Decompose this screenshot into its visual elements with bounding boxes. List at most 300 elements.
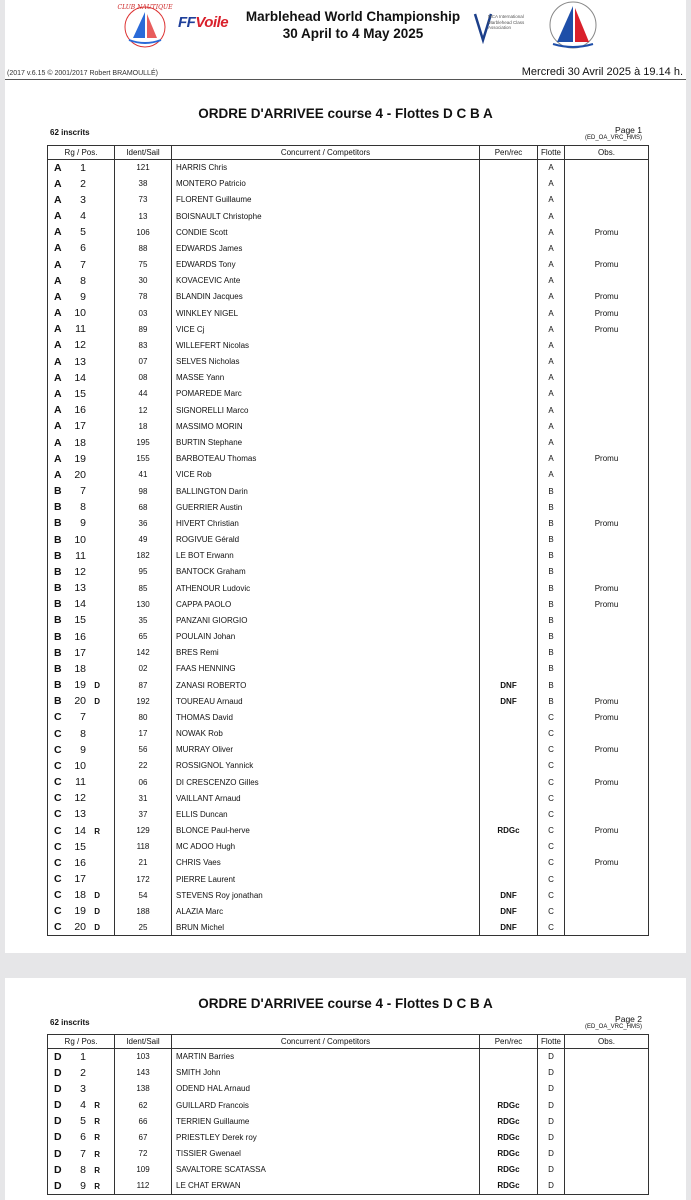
- position: 7: [80, 485, 86, 498]
- fleet: A: [538, 434, 565, 450]
- rank-cell: [48, 1178, 115, 1194]
- fleet: C: [538, 726, 565, 742]
- page-title: ORDRE D'ARRIVEE course 4 - Flottes D C B A: [198, 106, 493, 121]
- position: 20: [74, 468, 86, 481]
- table-row: [48, 661, 649, 677]
- rank-cell: [48, 434, 115, 450]
- observation: [565, 160, 649, 176]
- rank-cell: [48, 354, 115, 370]
- observation: [565, 887, 649, 903]
- competitor-name: ODEND HAL Arnaud: [172, 1081, 480, 1097]
- penalty: [480, 871, 538, 887]
- table-row: [48, 273, 649, 289]
- competitor-name: KOVACEVIC Ante: [172, 273, 480, 289]
- page-number: Page 2: [615, 1014, 642, 1024]
- position: 16: [74, 630, 86, 643]
- position: 14: [74, 371, 86, 384]
- rank-cell: [48, 774, 115, 790]
- sail-number: 98: [115, 483, 172, 499]
- fleet-letter: A: [54, 420, 62, 433]
- position: 12: [74, 565, 86, 578]
- fleet: C: [538, 903, 565, 919]
- rank-cell: [48, 903, 115, 919]
- sail-number: 35: [115, 612, 172, 628]
- table-row: [48, 596, 649, 612]
- penalty: RDGc: [480, 1113, 538, 1129]
- competitor-name: BALLINGTON Darin: [172, 483, 480, 499]
- sail-number: 65: [115, 628, 172, 644]
- table-header-row: [48, 1035, 649, 1049]
- position: 15: [74, 614, 86, 627]
- table-row: [48, 628, 649, 644]
- competitor-name: BARBOTEAU Thomas: [172, 451, 480, 467]
- sail-number: 22: [115, 758, 172, 774]
- table-row: [48, 531, 649, 547]
- competitor-name: ZANASI ROBERTO: [172, 677, 480, 693]
- col-header-sail: Ident/Sail: [115, 146, 172, 160]
- observation: Promu: [565, 580, 649, 596]
- fleet: D: [538, 1081, 565, 1097]
- penalty: RDGc: [480, 1097, 538, 1113]
- observation: [565, 483, 649, 499]
- position: 6: [80, 1131, 86, 1144]
- position: 18: [74, 662, 86, 675]
- observation: [565, 758, 649, 774]
- status-flag: R: [94, 1101, 100, 1111]
- sail-number: 88: [115, 240, 172, 256]
- fleet-letter: A: [54, 339, 62, 352]
- position: 2: [80, 177, 86, 190]
- sail-number: 41: [115, 467, 172, 483]
- status-flag: D: [94, 697, 100, 707]
- fleet-letter: C: [54, 727, 62, 740]
- rank-cell: [48, 337, 115, 353]
- rank-cell: [48, 240, 115, 256]
- position: 5: [80, 1115, 86, 1128]
- penalty: [480, 564, 538, 580]
- position: 20: [74, 921, 86, 934]
- observation: [565, 645, 649, 661]
- position: 11: [75, 549, 86, 562]
- rank-cell: [48, 483, 115, 499]
- rank-cell: [48, 709, 115, 725]
- rank-cell: [48, 321, 115, 337]
- rank-cell: [48, 467, 115, 483]
- observation: [565, 434, 649, 450]
- fleet: C: [538, 806, 565, 822]
- fleet: B: [538, 677, 565, 693]
- position: 7: [80, 711, 86, 724]
- report-code: (ED_OA_VRC_HMS): [584, 135, 642, 141]
- status-flag: R: [94, 1133, 100, 1143]
- fleet-letter: B: [54, 695, 62, 708]
- rank-cell: [48, 871, 115, 887]
- table-row: [48, 499, 649, 515]
- competitor-name: FLORENT Guillaume: [172, 192, 480, 208]
- rank-cell: [48, 564, 115, 580]
- competitor-name: SAVALTORE SCATASSA: [172, 1162, 480, 1178]
- rank-cell: [48, 855, 115, 871]
- page-header: [5, 0, 686, 80]
- position: 1: [80, 1050, 86, 1063]
- penalty: [480, 402, 538, 418]
- fleet-letter: A: [54, 177, 62, 190]
- rank-cell: [48, 693, 115, 709]
- sail-number: 13: [115, 208, 172, 224]
- fleet-letter: C: [54, 889, 62, 902]
- sail-number: 89: [115, 321, 172, 337]
- table-row: [48, 742, 649, 758]
- fleet: A: [538, 354, 565, 370]
- fleet-letter: C: [54, 711, 62, 724]
- observation: [565, 903, 649, 919]
- rank-cell: [48, 1162, 115, 1178]
- penalty: [480, 580, 538, 596]
- position: 5: [80, 226, 86, 239]
- competitor-name: MASSIMO MORIN: [172, 418, 480, 434]
- table-row: [48, 1178, 649, 1194]
- fleet: A: [538, 289, 565, 305]
- club-logo-text: CLUB NAUTIQUE: [117, 4, 173, 11]
- fleet: C: [538, 790, 565, 806]
- competitor-name: ALAZIA Marc: [172, 903, 480, 919]
- fleet-letter: B: [54, 598, 62, 611]
- penalty: [480, 726, 538, 742]
- competitor-name: NOWAK Rob: [172, 726, 480, 742]
- result-sheet-page-2: [5, 978, 686, 1200]
- sail-number: 130: [115, 596, 172, 612]
- penalty: [480, 337, 538, 353]
- observation: Promu: [565, 305, 649, 321]
- position: 16: [74, 856, 86, 869]
- table-row: [48, 257, 649, 273]
- fleet: C: [538, 758, 565, 774]
- table-row: [48, 887, 649, 903]
- table-row: [48, 305, 649, 321]
- rank-cell: [48, 645, 115, 661]
- observation: [565, 1146, 649, 1162]
- penalty: [480, 370, 538, 386]
- status-flag: R: [94, 1181, 100, 1191]
- observation: [565, 806, 649, 822]
- col-header-penalty: Pen/rec: [480, 1035, 538, 1049]
- penalty: [480, 596, 538, 612]
- results-body-page-2: [48, 1049, 649, 1195]
- competitor-name: GUERRIER Austin: [172, 499, 480, 515]
- fleet: B: [538, 564, 565, 580]
- penalty: [480, 742, 538, 758]
- fleet-letter: A: [54, 355, 62, 368]
- table-row: [48, 370, 649, 386]
- fleet-letter: A: [54, 210, 62, 223]
- table-row: [48, 823, 649, 839]
- observation: Promu: [565, 709, 649, 725]
- rank-cell: [48, 920, 115, 936]
- observation: [565, 612, 649, 628]
- competitor-name: BLONCE Paul-herve: [172, 823, 480, 839]
- championship-name: Marblehead World Championship: [245, 9, 461, 24]
- observation: Promu: [565, 224, 649, 240]
- rank-cell: [48, 531, 115, 547]
- observation: [565, 1178, 649, 1194]
- observation: [565, 240, 649, 256]
- position: 11: [75, 323, 86, 336]
- penalty: RDGc: [480, 1178, 538, 1194]
- sail-number: 66: [115, 1113, 172, 1129]
- fleet-letter: A: [54, 436, 62, 449]
- fleet: B: [538, 499, 565, 515]
- position: 13: [74, 808, 86, 821]
- col-header-obs: Obs.: [565, 1035, 649, 1049]
- fleet: C: [538, 839, 565, 855]
- sail-number: 103: [115, 1049, 172, 1065]
- observation: [565, 871, 649, 887]
- fleet: D: [538, 1162, 565, 1178]
- table-header-row: [48, 146, 649, 160]
- fleet: C: [538, 823, 565, 839]
- sail-number: 21: [115, 855, 172, 871]
- sail-number: 18: [115, 418, 172, 434]
- fleet-letter: A: [54, 290, 62, 303]
- rank-cell: [48, 499, 115, 515]
- fleet: B: [538, 661, 565, 677]
- fleet: A: [538, 402, 565, 418]
- penalty: RDGc: [480, 1146, 538, 1162]
- table-row: [48, 434, 649, 450]
- rank-cell: [48, 742, 115, 758]
- observation: [565, 661, 649, 677]
- sail-number: 112: [115, 1178, 172, 1194]
- table-row: [48, 192, 649, 208]
- sail-number: 80: [115, 709, 172, 725]
- position: 9: [80, 517, 86, 530]
- position: 15: [74, 387, 86, 400]
- fleet-letter: C: [54, 776, 62, 789]
- competitor-name: BURTIN Stephane: [172, 434, 480, 450]
- fleet: C: [538, 920, 565, 936]
- fleet: C: [538, 709, 565, 725]
- observation: [565, 176, 649, 192]
- fleet: A: [538, 337, 565, 353]
- mca-logo-text: MCA International Marblehead Class Association: [488, 14, 525, 30]
- observation: [565, 628, 649, 644]
- sail-number: 56: [115, 742, 172, 758]
- penalty: [480, 531, 538, 547]
- position: 11: [75, 776, 86, 789]
- penalty: [480, 192, 538, 208]
- observation: [565, 467, 649, 483]
- observation: [565, 564, 649, 580]
- observation: [565, 499, 649, 515]
- observation: [565, 531, 649, 547]
- fleet-letter: B: [54, 614, 62, 627]
- penalty: [480, 758, 538, 774]
- penalty: [480, 418, 538, 434]
- table-row: [48, 418, 649, 434]
- sail-number: 155: [115, 451, 172, 467]
- fleet-letter: A: [54, 274, 62, 287]
- fleet-letter: B: [54, 565, 62, 578]
- observation: [565, 1113, 649, 1129]
- col-header-obs: Obs.: [565, 146, 649, 160]
- page-title: ORDRE D'ARRIVEE course 4 - Flottes D C B A: [198, 996, 493, 1011]
- status-flag: R: [94, 1117, 100, 1127]
- fleet-letter: A: [54, 371, 62, 384]
- sail-number: 25: [115, 920, 172, 936]
- observation: [565, 548, 649, 564]
- sail-number: 68: [115, 499, 172, 515]
- observation: Promu: [565, 257, 649, 273]
- competitor-name: ATHENOUR Ludovic: [172, 580, 480, 596]
- competitor-name: MURRAY Oliver: [172, 742, 480, 758]
- rank-cell: [48, 451, 115, 467]
- fleet: B: [538, 483, 565, 499]
- fleet-letter: B: [54, 630, 62, 643]
- sail-number: 78: [115, 289, 172, 305]
- position: 14: [74, 824, 86, 837]
- table-row: [48, 709, 649, 725]
- observation: Promu: [565, 451, 649, 467]
- sail-number: 138: [115, 1081, 172, 1097]
- rank-cell: [48, 160, 115, 176]
- penalty: RDGc: [480, 1129, 538, 1145]
- table-row: [48, 1081, 649, 1097]
- table-row: [48, 758, 649, 774]
- table-row: [48, 515, 649, 531]
- rank-cell: [48, 677, 115, 693]
- fleet: A: [538, 386, 565, 402]
- fleet: B: [538, 596, 565, 612]
- competitor-name: CONDIE Scott: [172, 224, 480, 240]
- observation: [565, 402, 649, 418]
- penalty: RDGc: [480, 1162, 538, 1178]
- rank-cell: [48, 1065, 115, 1081]
- position: 14: [74, 598, 86, 611]
- competitor-name: DI CRESCENZO Gilles: [172, 774, 480, 790]
- fleet-letter: D: [54, 1099, 62, 1112]
- position: 9: [80, 290, 86, 303]
- table-row: [48, 224, 649, 240]
- position: 8: [80, 727, 86, 740]
- fleet: D: [538, 1065, 565, 1081]
- fleet: C: [538, 871, 565, 887]
- sail-number: 37: [115, 806, 172, 822]
- competitor-name: EDWARDS Tony: [172, 257, 480, 273]
- rank-cell: [48, 273, 115, 289]
- competitor-name: STEVENS Roy jonathan: [172, 887, 480, 903]
- penalty: [480, 709, 538, 725]
- table-row: [48, 160, 649, 176]
- penalty: [480, 499, 538, 515]
- table-row: [48, 337, 649, 353]
- rank-cell: [48, 402, 115, 418]
- table-row: [48, 903, 649, 919]
- position: 13: [74, 582, 86, 595]
- fleet-letter: B: [54, 582, 62, 595]
- fleet: A: [538, 160, 565, 176]
- observation: [565, 920, 649, 936]
- rank-cell: [48, 208, 115, 224]
- observation: Promu: [565, 855, 649, 871]
- sail-number: 72: [115, 1146, 172, 1162]
- observation: [565, 273, 649, 289]
- sail-number: 07: [115, 354, 172, 370]
- rank-cell: [48, 305, 115, 321]
- observation: Promu: [565, 515, 649, 531]
- rank-cell: [48, 758, 115, 774]
- observation: Promu: [565, 742, 649, 758]
- fleet: C: [538, 774, 565, 790]
- rank-cell: [48, 823, 115, 839]
- competitor-name: SIGNORELLI Marco: [172, 402, 480, 418]
- fleet-letter: C: [54, 824, 62, 837]
- sail-number: 12: [115, 402, 172, 418]
- observation: [565, 354, 649, 370]
- fleet-letter: C: [54, 873, 62, 886]
- observation: [565, 839, 649, 855]
- fleet: A: [538, 305, 565, 321]
- fleet-letter: D: [54, 1147, 62, 1160]
- penalty: [480, 645, 538, 661]
- penalty: RDGc: [480, 823, 538, 839]
- penalty: [480, 661, 538, 677]
- fleet: A: [538, 321, 565, 337]
- table-row: [48, 806, 649, 822]
- penalty: [480, 354, 538, 370]
- sail-number: 192: [115, 693, 172, 709]
- fleet-letter: C: [54, 808, 62, 821]
- competitor-name: PRIESTLEY Derek roy: [172, 1129, 480, 1145]
- position: 9: [80, 1179, 86, 1192]
- competitor-name: BANTOCK Graham: [172, 564, 480, 580]
- position: 6: [80, 242, 86, 255]
- table-row: [48, 289, 649, 305]
- table-row: [48, 1146, 649, 1162]
- observation: [565, 386, 649, 402]
- penalty: [480, 273, 538, 289]
- position: 17: [74, 873, 86, 886]
- sail-number: 17: [115, 726, 172, 742]
- fleet-letter: D: [54, 1066, 62, 1079]
- fleet-letter: A: [54, 226, 62, 239]
- position: 16: [74, 404, 86, 417]
- fleet-letter: A: [54, 323, 62, 336]
- competitor-name: BRUN Michel: [172, 920, 480, 936]
- position: 3: [80, 1082, 86, 1095]
- sail-number: 188: [115, 903, 172, 919]
- fleet-letter: C: [54, 759, 62, 772]
- sail-number: 62: [115, 1097, 172, 1113]
- table-row: [48, 1097, 649, 1113]
- fleet: B: [538, 612, 565, 628]
- table-row: [48, 1162, 649, 1178]
- entrants-count: 62 inscrits: [50, 128, 90, 137]
- observation: [565, 370, 649, 386]
- table-row: [48, 920, 649, 936]
- table-row: [48, 451, 649, 467]
- table-row: [48, 402, 649, 418]
- position: 4: [80, 1099, 86, 1112]
- sail-number: 106: [115, 224, 172, 240]
- position: 8: [80, 501, 86, 514]
- observation: [565, 677, 649, 693]
- table-row: [48, 1065, 649, 1081]
- status-flag: R: [94, 826, 100, 836]
- sail-number: 31: [115, 790, 172, 806]
- competitor-name: WILLEFERT Nicolas: [172, 337, 480, 353]
- rank-cell: [48, 726, 115, 742]
- sail-number: 118: [115, 839, 172, 855]
